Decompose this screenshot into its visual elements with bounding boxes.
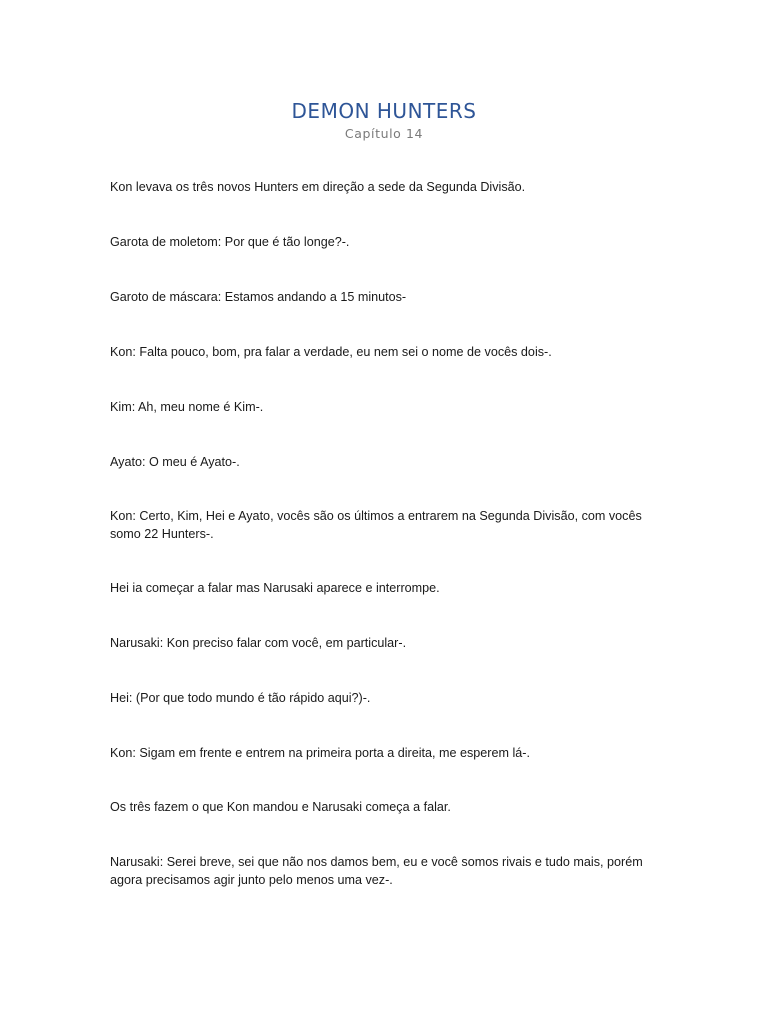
paragraph-11: Kon: Sigam em frente e entrem na primeira porta a direita, me esperem lá-. bbox=[110, 746, 530, 760]
paragraph-10: Hei: (Por que todo mundo é tão rápido aqui?)-. bbox=[110, 691, 371, 705]
paragraph-4: Kon: Falta pouco, bom, pra falar a verdade, eu nem sei o nome de vocês dois-. bbox=[110, 345, 552, 359]
paragraph-5: Kim: Ah, meu nome é Kim-. bbox=[110, 400, 264, 414]
paragraph-6: Ayato: O meu é Ayato-. bbox=[110, 455, 240, 469]
document-header bbox=[0, 96, 768, 142]
paragraph-9: Narusaki: Kon preciso falar com você, em particular-. bbox=[110, 636, 407, 650]
paragraph-8: Hei ia começar a falar mas Narusaki aparece e interrompe. bbox=[110, 581, 440, 595]
paragraph-7: Kon: Certo, Kim, Hei e Ayato, vocês são os últimos a entrarem na Segunda Divisão, com vocês somo 22 Hunters-. bbox=[110, 509, 642, 541]
paragraph-2: Garota de moletom: Por que é tão longe?-. bbox=[110, 235, 350, 249]
document-title: DEMON HUNTERS bbox=[291, 99, 477, 123]
paragraph-13: Narusaki: Serei breve, sei que não nos damos bem, eu e você somos rivais e tudo mais, porém agora precisamos agir junto pelo menos uma vez-. bbox=[110, 855, 643, 887]
paragraph-12: Os três fazem o que Kon mandou e Narusaki começa a falar. bbox=[110, 800, 451, 814]
paragraph-3: Garoto de máscara: Estamos andando a 15 minutos- bbox=[110, 290, 407, 304]
paragraph-1: Kon levava os três novos Hunters em direção a sede da Segunda Divisão. bbox=[110, 180, 526, 194]
chapter-subtitle: Capítulo 14 bbox=[344, 126, 424, 141]
